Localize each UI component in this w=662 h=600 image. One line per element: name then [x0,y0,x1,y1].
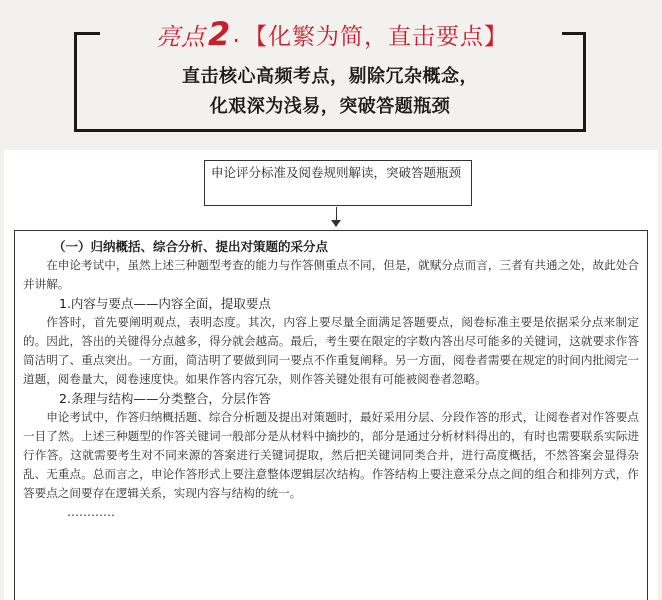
promo-title [104,14,560,54]
subsection-1-heading: 1.内容与要点——内容全面，提取要点 [59,296,271,311]
subsection-2-body: 申论考试中，作答归纳概括题、综合分析题及提出对策题时，最好采用分层、分段作答的形式，让阅卷者对作答要点一目了然。上述三种题型的作答关键词一般部分是从材料中摘抄的，部分是通过分析材料得出的，有时也需要联系实际进行作答。这就需要考生对不同来源的答案进行关键词提取，然后把关键词同类合并，进行高度概括，不然答案会显得杂乱、无重点。总而言之，申论作答形式上要注意整体逻辑层次结构。作答结构上要注意采分点之间的组合和排列方式，作答要点之间要存在逻辑关系，实现内容与结构的统一。 [23,410,639,500]
promo-line-1: 直击核心高频考点，剔除冗杂概念， [182,66,478,87]
subsection-1-body: 作答时，首先要阐明观点，表明态度。其次，内容上要尽量全面满足答题要点，阅卷标准主要是依据采分点来制定的。因此，答出的关键得分点越多，得分就会越高。最后，考生要在限定的字数内答出尽可能多的关键词，这就要求作答简洁明了、重点突出。一方面，简洁明了要做到同一要点不作重复阐释。另一方面，阅卷者需要在规定的时间内批阅完一道题，阅卷量大，阅卷速度快。如果作答内容冗杂，则作答关键处很有可能被阅卷者忽略。 [23,315,639,386]
section-heading: （一）归纳概括、综合分析、提出对策题的采分点 [53,239,329,254]
promo-title-main: 【化繁为简，直击要点】 [243,23,508,50]
subsection-2-heading: 2.条理与结构——分类整合，分层作答 [59,391,271,406]
ellipsis: ………… [67,505,115,519]
intro-paragraph: 在申论考试中，虽然上述三种题型考查的能力与作答侧重点不同，但是，就赋分点而言，三者有共通之处，故此处合并讲解。 [23,258,639,291]
promo-frame-top-left [74,32,100,35]
content-box [14,230,648,600]
flow-box: 申论评分标准及阅卷规则解读，突破答题瓶颈 [204,160,472,206]
promo-line-2: 化艰深为浅易，突破答题瓶颈 [209,96,451,117]
promo-title-dot: . [232,20,240,48]
promo-frame-top-right [562,32,586,35]
document-scan [4,150,658,600]
down-arrow-icon [331,220,341,227]
promo-title-number: 2 [208,15,231,53]
promo-title-prefix: 亮点 [156,22,207,51]
